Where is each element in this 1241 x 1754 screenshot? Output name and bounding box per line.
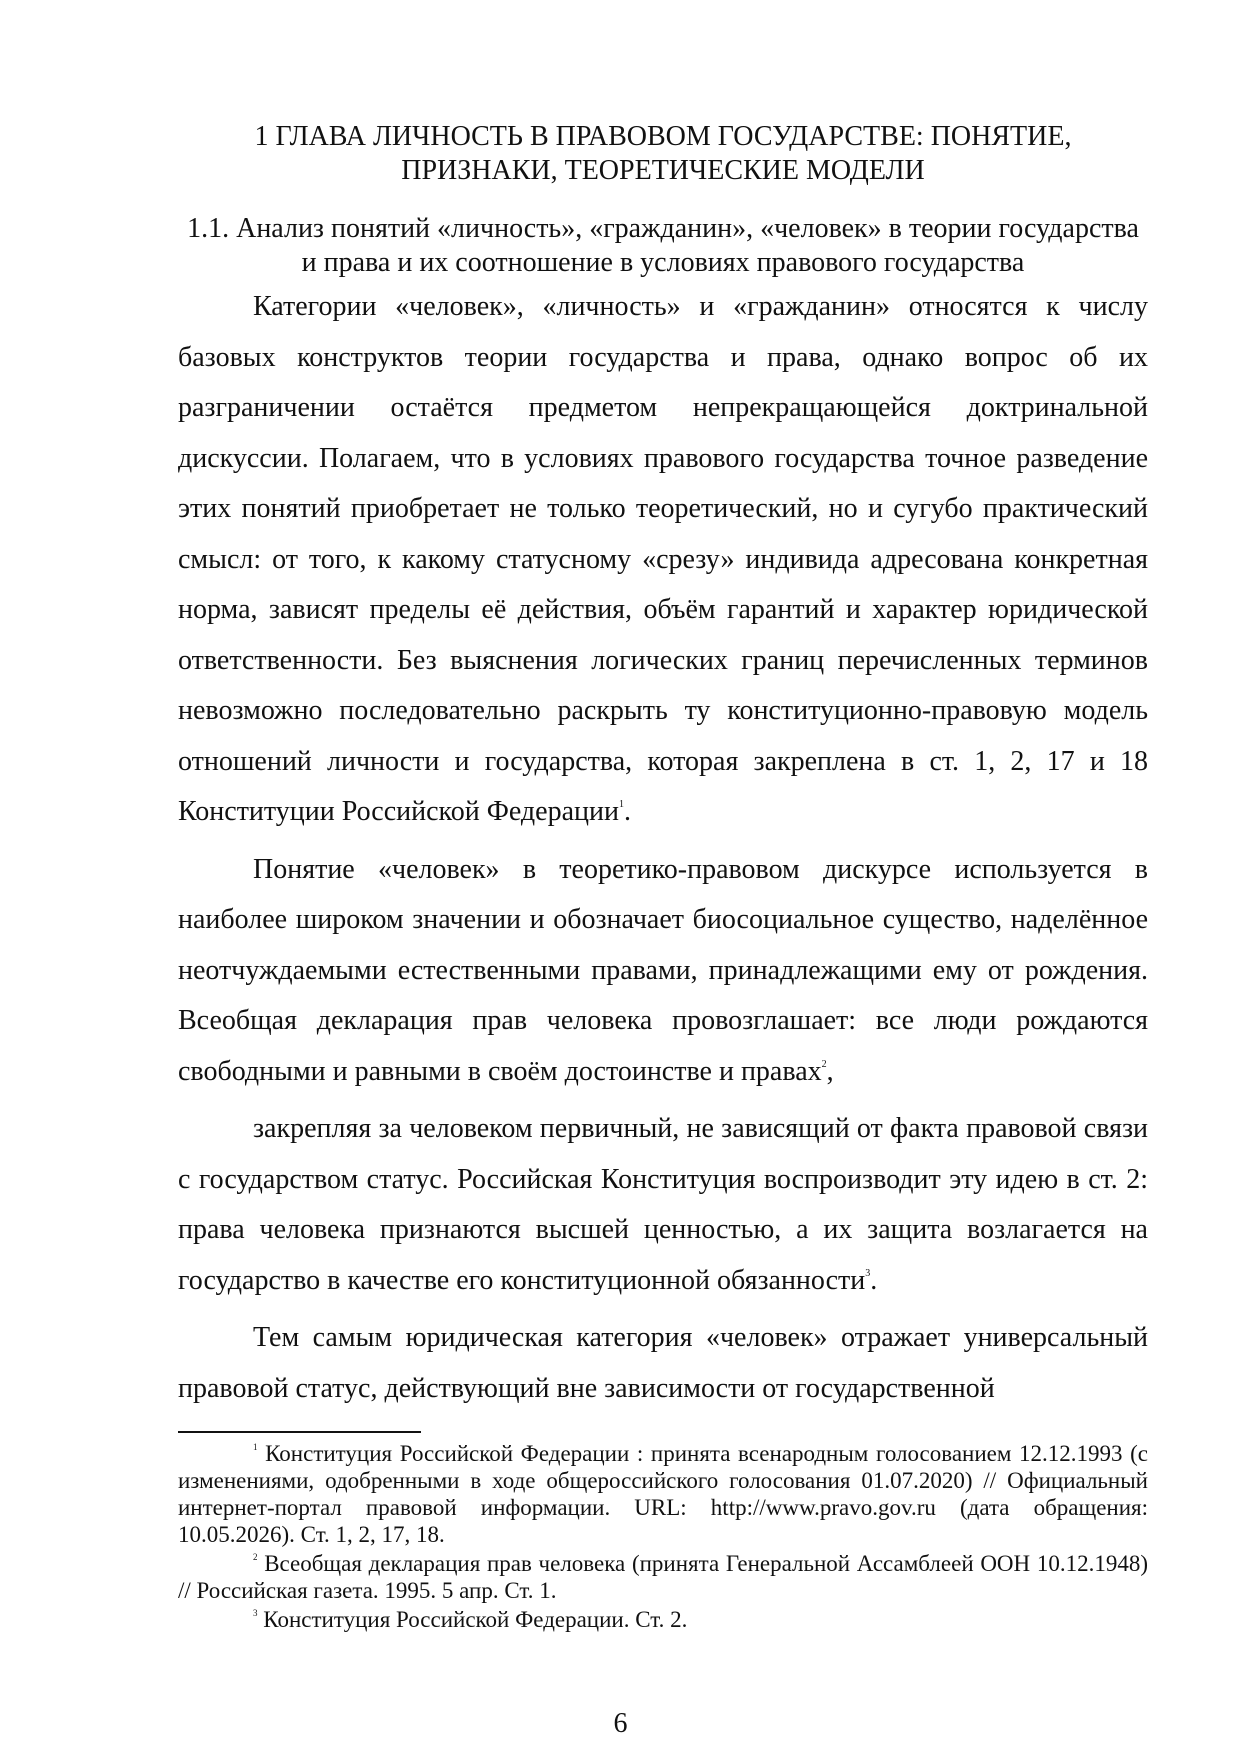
footnote-text: Конституция Российской Федерации : принята всенародным голосованием 12.12.1993 (с изменениями, одобренными в ходе общероссийского голосования 01.07.2020) // Официальный интернет-портал правовой информации. URL: http://www.pravo.gov.ru (дата обращения: 10.05.2026). Ст. 1, 2, 17, 18. — [178, 1441, 1148, 1547]
paragraph-text: Категории «человек», «личность» и «гражданин» относятся к числу базовых конструктов теории государства и права, однако вопрос об их разграничении остаётся предметом непрекращающейся доктринальной дискуссии. Полагаем, что в условиях правового государства точное разведение этих понятий приобретает не только теоретический, но и сугубо практический смысл: от того, к какому статусному «срезу» индивида адресована конкретная норма, зависят пределы её действия, объём гарантий и характер юридической ответственности. Без выяснения логических границ перечисленных терминов невозможно последовательно раскрыть ту конституционно-правовую модель отношений личности и государства, которая закреплена в ст. 1, 2, 17 и 18 Конституции Российской Федерации — [178, 291, 1148, 827]
footnote-ref[interactable]: 3 — [865, 1267, 871, 1279]
footnote — [178, 1550, 1148, 1604]
paragraph — [178, 282, 1148, 838]
paragraph-text: закрепляя за человеком первичный, не зависящий от факта правовой связи с государством статус. Российская Конституция воспроизводит эту идею в ст. 2: права человека признаются высшей ценностью, а их защита возлагается на государство в качестве его конституционной обязанности — [178, 1113, 1148, 1296]
page-number: 6 — [613, 1708, 628, 1739]
paragraph — [178, 845, 1148, 1098]
footnote-text: Конституция Российской Федерации. Ст. 2. — [263, 1607, 688, 1632]
section-heading: 1.1. Анализ понятий «личность», «гражданин», «человек» в теории государства и права и их соотношение в условиях правового государства — [187, 213, 1139, 278]
paragraph-tail: , — [826, 1055, 834, 1087]
paragraph-tail: . — [870, 1264, 878, 1296]
paragraph-tail: . — [623, 796, 631, 827]
footnote-number: 1 — [253, 1442, 258, 1452]
paragraph-text: Понятие «человек» в теоретико-правовом дискурсе используется в наиболее широком значении и обозначает биосоциальное существо, наделённое неотчуждаемыми естественными правами, принадлежащими ему от рождения. Всеобщая декларация прав человека провозглашает: все люди рождаются свободными и равными в своём достоинстве и правах — [178, 853, 1148, 1087]
footnote-separator — [178, 1431, 421, 1433]
paragraph — [178, 1104, 1148, 1306]
chapter-heading: 1 ГЛАВА ЛИЧНОСТЬ В ПРАВОВОМ ГОСУДАРСТВЕ: ПОНЯТИЕ, ПРИЗНАКИ, ТЕОРЕТИЧЕСКИЕ МОДЕЛИ — [254, 121, 1072, 186]
footnote-ref[interactable]: 1 — [618, 799, 624, 810]
footnote — [178, 1606, 1148, 1633]
paragraph — [178, 1313, 1148, 1414]
footnote-number: 3 — [253, 1608, 258, 1618]
paragraph-text: Тем самым юридическая категория «человек» отражает универсальный правовой статус, действующий вне зависимости от государственной — [178, 1322, 1148, 1404]
footnote-number: 2 — [253, 1552, 258, 1562]
footnote-ref[interactable]: 2 — [821, 1058, 827, 1070]
footnote — [178, 1440, 1148, 1548]
body-text — [178, 282, 1148, 1421]
footnote-text: Всеобщая декларация прав человека (принята Генеральной Ассамблеей ООН 10.12.1948) // Российская газета. 1995. 5 апр. Ст. 1. — [178, 1551, 1148, 1603]
footnotes — [178, 1440, 1148, 1635]
